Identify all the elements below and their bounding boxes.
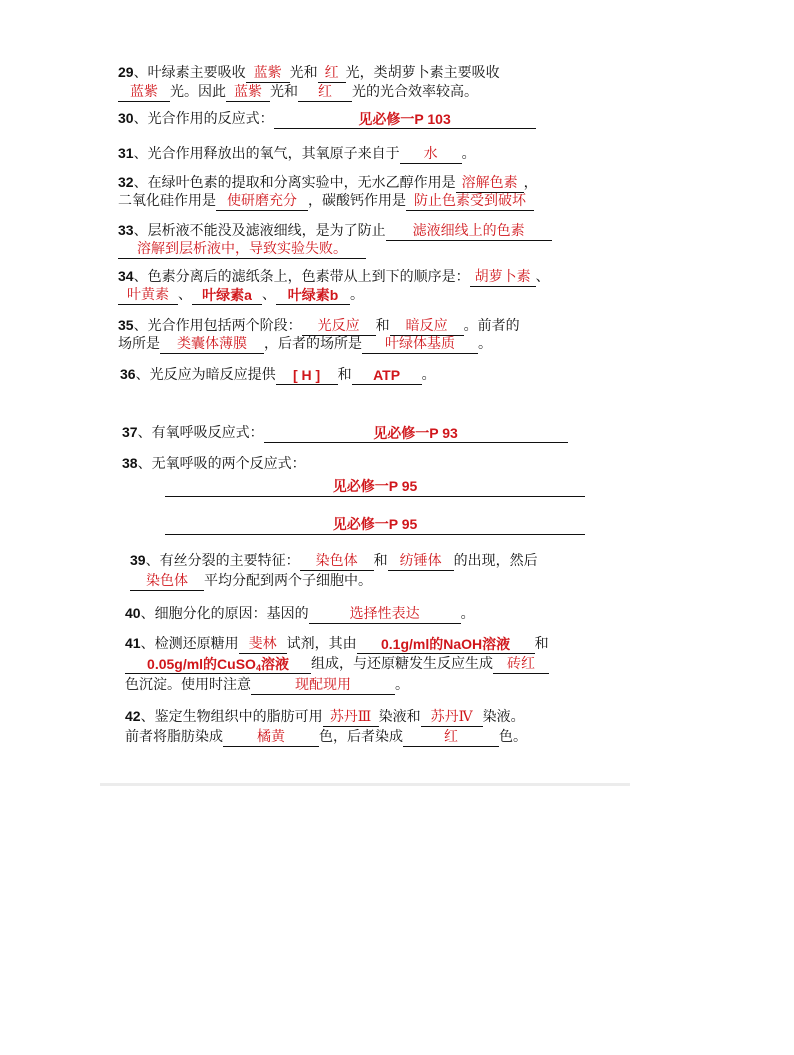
q29-answer3: 蓝紫 xyxy=(118,83,170,102)
q32-text3: 二氧化硅作用是 xyxy=(118,193,216,209)
q31-text1: 、光合作用释放出的氧气，其氧原子来自于 xyxy=(133,146,400,162)
q34-text2: 、 xyxy=(535,269,550,285)
q29-text2: 光和 xyxy=(289,65,318,81)
q34-line2 xyxy=(118,285,364,305)
q34-text4: 、 xyxy=(262,287,276,303)
q38-answer1: 见必修一P 95 xyxy=(165,476,585,497)
q35-text5: ，后者的场所是 xyxy=(264,336,362,352)
q36-number: 36 xyxy=(120,366,136,382)
q34-answer3: 叶绿素a xyxy=(192,286,262,305)
q36-line xyxy=(120,364,436,385)
q42-answer4: 红 xyxy=(403,728,499,747)
q32-text4: ，碳酸钙作用是 xyxy=(308,193,406,209)
q42-text3: 染液。 xyxy=(482,709,525,725)
q42-text2: 染液和 xyxy=(378,709,421,725)
q35-number: 35 xyxy=(118,317,134,333)
q40-text2: 。 xyxy=(460,606,475,622)
q30-line xyxy=(118,108,536,129)
q37-number: 37 xyxy=(122,424,138,440)
q34-text1: 、色素分离后的滤纸条上，色素带从上到下的顺序是： xyxy=(133,269,470,285)
q41-text3: 和 xyxy=(534,636,549,652)
q32-line1 xyxy=(118,172,538,193)
q35-text1: 、光合作用包括两个阶段： xyxy=(133,318,302,334)
q36-answer2: ATP xyxy=(352,366,422,385)
q33-answer1: 滤液细线上的色素 xyxy=(386,222,552,241)
q40-line xyxy=(125,603,475,624)
q29-text1: 、叶绿素主要吸收 xyxy=(133,65,246,81)
q41-line1 xyxy=(125,633,549,654)
q42-text1: 、鉴定生物组织中的脂肪可用 xyxy=(140,709,323,725)
q35-text4: 场所是 xyxy=(118,336,160,352)
q41-line3 xyxy=(125,675,409,695)
q29-answer5: 红 xyxy=(298,83,352,102)
q29-text6: 光的光合效率较高。 xyxy=(352,84,478,100)
q40-number: 40 xyxy=(125,605,141,621)
q35-text3: 。前者的 xyxy=(463,318,520,334)
q35-answer1: 光反应 xyxy=(302,317,376,336)
q41-answer2: 0.1g/ml的NaOH溶液 xyxy=(357,635,535,654)
q33-number: 33 xyxy=(118,222,134,238)
q41-text4: 组成，与还原糖发生反应生成 xyxy=(311,656,493,672)
q42-number: 42 xyxy=(125,708,141,724)
q29-text5: 光和 xyxy=(270,84,298,100)
q34-number: 34 xyxy=(118,268,134,284)
q31-line xyxy=(118,143,476,164)
q34-text3: 、 xyxy=(178,287,192,303)
q35-line2 xyxy=(118,334,492,354)
q29-number: 29 xyxy=(118,64,134,80)
q34-answer1: 胡萝卜素 xyxy=(470,268,536,287)
q42-line1 xyxy=(125,706,525,727)
q37-answer: 见必修一P 93 xyxy=(264,424,568,443)
q39-text2: 和 xyxy=(373,553,388,569)
q34-answer4: 叶绿素b xyxy=(276,286,350,305)
q32-answer2: 使研磨充分 xyxy=(216,192,308,211)
q35-answer3: 类囊体薄膜 xyxy=(160,335,264,354)
q30-number: 30 xyxy=(118,110,134,126)
q39-number: 39 xyxy=(130,552,146,568)
q41-answer4: 砖红 xyxy=(493,655,549,674)
q38-line xyxy=(122,453,306,474)
q41-answer3-main: 0.05g/ml的CuSO xyxy=(147,656,256,672)
q35-text2: 和 xyxy=(375,318,390,334)
q41-text1: 、检测还原糖用 xyxy=(140,636,239,652)
q35-text6: 。 xyxy=(478,336,492,352)
q42-text5: 色，后者染成 xyxy=(319,729,403,745)
q33-line2 xyxy=(118,239,366,259)
q38-number: 38 xyxy=(122,455,138,471)
q29-answer1: 蓝紫 xyxy=(246,64,290,83)
q39-answer2: 纺锤体 xyxy=(388,552,454,571)
q42-answer3: 橘黄 xyxy=(223,728,319,747)
q41-text5: 色沉淀。使用时注意 xyxy=(125,677,251,693)
q34-line1 xyxy=(118,266,550,287)
q32-text2: ， xyxy=(523,175,538,191)
q32-text1: 、在绿叶色素的提取和分离实验中，无水乙醇作用是 xyxy=(133,175,456,191)
q29-answer2: 红 xyxy=(318,64,346,83)
q41-line2 xyxy=(125,654,549,674)
q36-text3: 。 xyxy=(421,367,436,383)
q42-answer2: 苏丹Ⅳ xyxy=(421,708,483,727)
q39-text4: 平均分配到两个子细胞中。 xyxy=(204,573,372,589)
q38-text1: 、无氧呼吸的两个反应式： xyxy=(137,456,306,472)
q41-answer5: 现配现用 xyxy=(251,676,395,695)
q38-answer2: 见必修一P 95 xyxy=(165,514,585,535)
q35-answer2: 暗反应 xyxy=(390,317,464,336)
q31-answer: 水 xyxy=(400,145,462,164)
q40-text1: 、细胞分化的原因：基因的 xyxy=(140,606,309,622)
q39-line1 xyxy=(130,550,538,571)
q34-text5: 。 xyxy=(350,287,364,303)
q29-line1 xyxy=(118,62,500,83)
q42-line2 xyxy=(125,727,527,747)
q41-answer3-subscript: 4 xyxy=(255,663,261,673)
q35-line1 xyxy=(118,315,520,336)
q39-answer3: 染色体 xyxy=(130,572,204,591)
q41-answer3 xyxy=(125,655,311,674)
q37-text1: 、有氧呼吸反应式： xyxy=(137,425,264,441)
q40-answer: 选择性表达 xyxy=(309,605,461,624)
q30-text1: 、光合作用的反应式： xyxy=(133,111,274,127)
q35-answer4: 叶绿体基质 xyxy=(362,335,478,354)
q29-line2 xyxy=(118,82,478,102)
q33-line1 xyxy=(118,220,552,241)
q39-line2 xyxy=(130,571,372,591)
q30-answer: 见必修一P 103 xyxy=(274,110,536,129)
q42-text6: 色。 xyxy=(499,729,527,745)
page-divider xyxy=(100,783,630,786)
q39-answer1: 染色体 xyxy=(300,552,374,571)
q32-answer3: 防止色素受到破坏 xyxy=(406,192,534,211)
q41-text2: 试剂，其由 xyxy=(286,636,357,652)
q31-number: 31 xyxy=(118,145,134,161)
q33-text1: 、层析液不能没及滤液细线，是为了防止 xyxy=(133,223,386,239)
q36-text1: 、光反应为暗反应提供 xyxy=(135,367,276,383)
q34-answer2: 叶黄素 xyxy=(118,286,178,305)
q42-text4: 前者将脂肪染成 xyxy=(125,729,223,745)
q41-text6: 。 xyxy=(395,677,409,693)
q32-number: 32 xyxy=(118,174,134,190)
q29-text4: 光。因此 xyxy=(170,84,226,100)
q33-answer2: 溶解到层析液中，导致实验失败。 xyxy=(118,240,366,259)
q39-text3: 的出现，然后 xyxy=(453,553,538,569)
q36-answer1: [ H ] xyxy=(276,366,338,385)
q29-answer4: 蓝紫 xyxy=(226,83,270,102)
q32-line2 xyxy=(118,191,534,211)
q31-text2: 。 xyxy=(461,146,476,162)
q41-number: 41 xyxy=(125,635,141,651)
q37-line xyxy=(122,422,568,443)
q39-text1: 、有丝分裂的主要特征： xyxy=(145,553,300,569)
q29-text3: 光，类胡萝卜素主要吸收 xyxy=(345,65,500,81)
q42-answer1: 苏丹Ⅲ xyxy=(323,708,379,727)
q41-answer1: 斐林 xyxy=(239,635,287,654)
q41-answer3-tail: 溶液 xyxy=(260,656,289,672)
q36-text2: 和 xyxy=(337,367,352,383)
q32-answer1: 溶解色素 xyxy=(456,174,524,193)
